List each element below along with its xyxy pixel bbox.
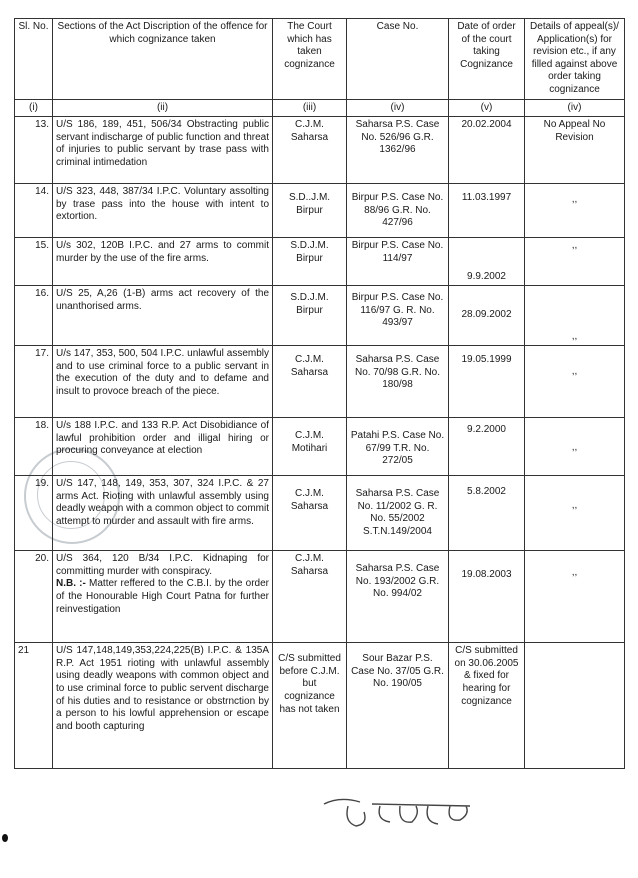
row-sections: U/S 25, A,26 (1-B) arms act recovery of the unanthorised arms. [53,286,273,346]
index-label: (iv) [347,99,449,117]
row-sections: U/S 147,148,149,353,224,225(B) I.P.C. & 135A R.P. Act 1951 rioting with unlawful assembly using deadly weapons with common object and to use criminal force to public servent discharge of his duties and to resistance or obstrnction by a person to his lowful apprehension or escape and booth capturing [53,643,273,769]
row-case-no: Sour Bazar P.S. Case No. 37/05 G.R. No. 190/05 [347,643,449,769]
nb-text: Matter reffered to the C.B.I. by the order of the Honourable High Court Patna for further reinvestigation [56,578,269,615]
row-court: C.J.M. Saharsa [273,476,347,551]
row-court: S.D.J.M. Birpur [273,286,347,346]
row-appeal [525,643,625,769]
row-sl-no: 14. [15,184,53,238]
row-date: 19.05.1999 [449,346,525,418]
row-date: 9.9.2002 [449,238,525,286]
row-case-no: Saharsa P.S. Case No. 11/2002 G. R. No. 55/2002 S.T.N.149/2004 [347,476,449,551]
row-appeal: ,, [525,184,625,238]
table-row [15,184,625,238]
header-appeal-details: Details of appeal(s)/ Application(s) for revision etc., if any filled against above order taking cognizance [525,19,625,100]
header-date-of-order: Date of order of the court taking Cognizance [449,19,525,100]
row-sl-no: 19. [15,476,53,551]
row-appeal: ,, [525,346,625,418]
row-court: C.J.M. Saharsa [273,117,347,184]
table-row [15,418,625,476]
table-row [15,346,625,418]
row-case-no: Saharsa P.S. Case No. 193/2002 G.R. No. 994/02 [347,551,449,643]
row-case-no: Saharsa P.S. Case No. 70/98 G.R. No. 180/98 [347,346,449,418]
row-sections: U/S 186, 189, 451, 506/34 Obstracting public servant indischarge of public function and threat of injuries to public servant by trase pass with criminal intimedation [53,117,273,184]
row-case-no: Birpur P.S. Case No. 116/97 G. R. No. 493/97 [347,286,449,346]
row-court: S.D.J.M. Birpur [273,238,347,286]
row-sections: U/S 323, 448, 387/34 I.P.C. Voluntary assolting by trase pass into the house with intent to extortion. [53,184,273,238]
row-sl-no: 13. [15,117,53,184]
row-case-no: Birpur P.S. Case No. 88/96 G.R. No. 427/96 [347,184,449,238]
row-date: C/S submitted on 30.06.2005 & fixed for hearing for cognizance [449,643,525,769]
row-appeal: ,, [525,418,625,476]
index-label: (ii) [53,99,273,117]
row-date: 28.09.2002 [449,286,525,346]
row-sl-no: 21 [15,643,53,769]
row-appeal: ,, [525,476,625,551]
header-row [15,19,625,100]
index-label: (v) [449,99,525,117]
index-label: (i) [15,99,53,117]
row-date: 9.2.2000 [449,418,525,476]
row-date: 20.02.2004 [449,117,525,184]
table-row [15,476,625,551]
row-case-no: Birpur P.S. Case No. 114/97 [347,238,449,286]
index-label: (iv) [525,99,625,117]
row-sl-no: 18. [15,418,53,476]
nb-label: N.B. :- [56,578,86,590]
row-case-no: Saharsa P.S. Case No. 526/96 G.R. 1362/96 [347,117,449,184]
row-appeal: ,, [525,286,625,346]
row-sections: U/S 147, 148, 149, 353, 307, 324 I.P.C. & 27 arms Act. Rioting with unlawful assembly using deadly weapon with a common object to commit attempt to murder and assault with fire arms. [53,476,273,551]
row-case-no: Patahi P.S. Case No. 67/99 T.R. No. 272/05 [347,418,449,476]
table-row [15,643,625,769]
row-court: C.J.M. Motihari [273,418,347,476]
row-sections: U/s 302, 120B I.P.C. and 27 arms to commit murder by the use of the fire arms. [53,238,273,286]
row-court: S.D..J.M. Birpur [273,184,347,238]
cognizance-table [14,18,625,769]
row-date: 19.08.2003 [449,551,525,643]
row-appeal: ,, [525,238,625,286]
row-date: 5.8.2002 [449,476,525,551]
row-court: C.J.M. Saharsa [273,346,347,418]
row-sl-no: 15. [15,238,53,286]
row-date: 11.03.1997 [449,184,525,238]
row-sl-no: 17. [15,346,53,418]
scan-mark [2,834,8,842]
row-appeal: No Appeal No Revision [525,117,625,184]
row-sections: U/s 147, 353, 500, 504 I.P.C. unlawful assembly and to use criminal force to a public servant in the execution of the duty and to defame and insult to provoce breach of the piece. [53,346,273,418]
row-court: C.J.M. Saharsa [273,551,347,643]
index-label: (iii) [273,99,347,117]
row-sl-no: 20. [15,551,53,643]
header-sl-no: Sl. No. [15,19,53,100]
table-row [15,551,625,643]
table-row [15,238,625,286]
table-row [15,117,625,184]
header-case-no: Case No. [347,19,449,100]
row-sections [53,551,273,643]
row-court: C/S submitted before C.J.M. but cognizance has not taken [273,643,347,769]
row-appeal: ,, [525,551,625,643]
table-row [15,286,625,346]
row-sections: U/s 188 I.P.C. and 133 R.P. Act Disobidiance of lawful prohibition order and illigal hiring or procuring conveyance at election [53,418,273,476]
column-index-row [15,99,625,117]
header-sections: Sections of the Act Discription of the offence for which cognizance taken [53,19,273,100]
handwritten-signature [320,792,480,832]
header-court: The Court which has taken cognizance [273,19,347,100]
row-sections-text: U/S 364, 120 B/34 I.P.C. Kidnaping for committing murder with conspiracy. [56,553,269,577]
row-sl-no: 16. [15,286,53,346]
